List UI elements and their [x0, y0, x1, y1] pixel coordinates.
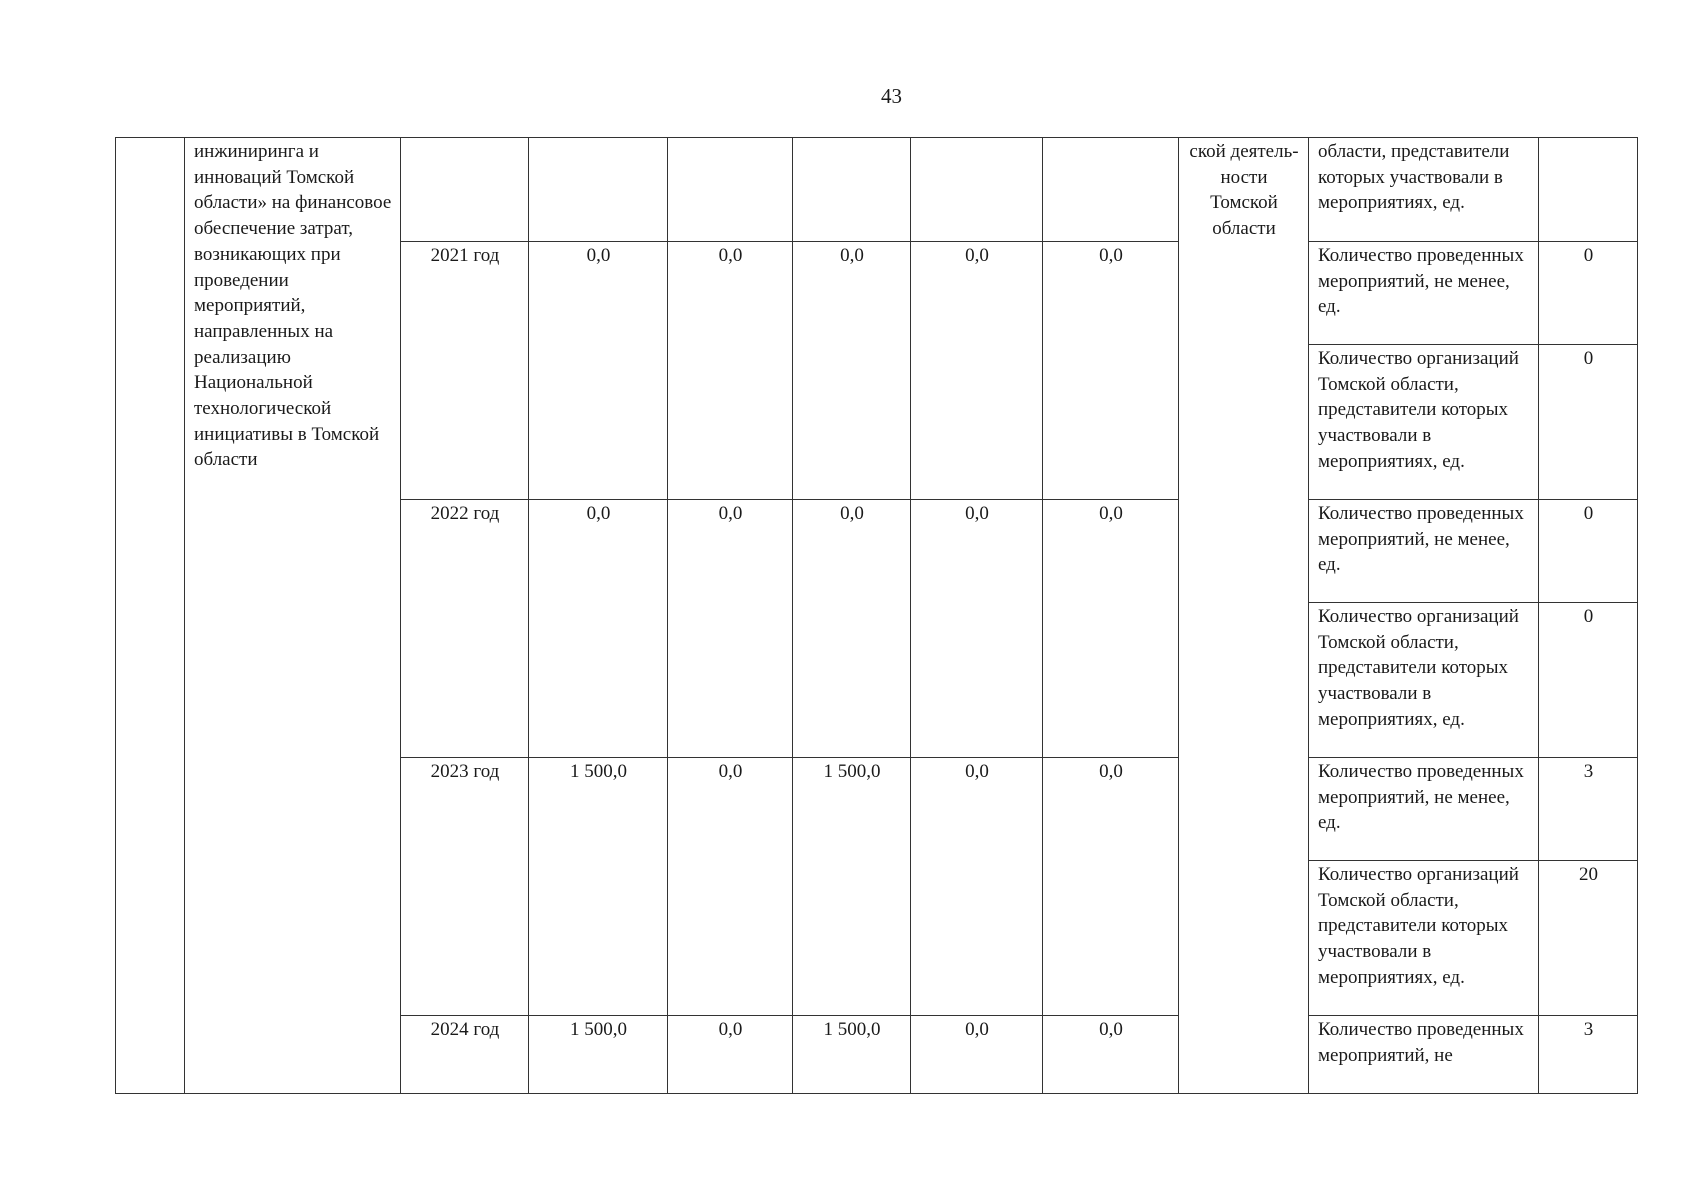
year-cell: 2024 год — [401, 1016, 529, 1094]
amount-cell: 0,0 — [1043, 1016, 1179, 1094]
amount-cell: 0,0 — [1043, 500, 1179, 758]
indicator-name-cell: Количество проведенных мероприятий, не менее, ед. — [1309, 500, 1539, 603]
amount-cell: 0,0 — [668, 242, 793, 500]
indicator-name-cell: Количество организаций Томской области, представители которых участвовали в мероприятиях, ед. — [1309, 345, 1539, 500]
page-number: 43 — [881, 84, 902, 108]
program-table — [115, 137, 1638, 1094]
year-cell: 2023 год — [401, 758, 529, 1016]
amount-cell: 0,0 — [911, 500, 1043, 758]
amount-cell: 0,0 — [1043, 758, 1179, 1016]
amount-cell: 0,0 — [911, 1016, 1043, 1094]
amount-cell: 1 500,0 — [793, 1016, 911, 1094]
indicator-name-cell: Количество организаций Томской области, представители которых участвовали в мероприятиях, ед. — [1309, 861, 1539, 1016]
table-row — [116, 138, 1638, 242]
year-cell: 2022 год — [401, 500, 529, 758]
indicator-value-cell: 0 — [1539, 603, 1638, 758]
activity-description-cell: инжиниринга и инноваций Томской области» на финансовое обеспечение затрат, возникающих при проведении мероприятий, направленных на реализацию Национальной технологической инициативы в Томской области — [185, 138, 401, 1094]
amount-cell: 0,0 — [793, 242, 911, 500]
indicator-name-cell: Количество проведенных мероприятий, не менее, ед. — [1309, 758, 1539, 861]
indicator-value-cell: 3 — [1539, 1016, 1638, 1094]
amount-cell: 0,0 — [529, 500, 668, 758]
amount-cell: 0,0 — [668, 1016, 793, 1094]
indicator-name-cell: Количество проведенных мероприятий, не менее, ед. — [1309, 242, 1539, 345]
amount-cell: 0,0 — [529, 242, 668, 500]
indicator-name-cell: Количество организаций Томской области, представители которых участвовали в мероприятиях, ед. — [1309, 603, 1539, 758]
amount-cell: 0,0 — [793, 500, 911, 758]
indicator-value-cell: 0 — [1539, 345, 1638, 500]
amount-cell: 1 500,0 — [793, 758, 911, 1016]
amount-cell: 1 500,0 — [529, 1016, 668, 1094]
indicator-value-cell: 3 — [1539, 758, 1638, 861]
amount-cell: 0,0 — [911, 758, 1043, 1016]
amount-cell: 0,0 — [1043, 242, 1179, 500]
amount-cell: 0,0 — [668, 500, 793, 758]
indicator-name-cell: Количество проведенных мероприятий, не — [1309, 1016, 1539, 1094]
indicator-value-cell: 0 — [1539, 242, 1638, 345]
indicator-name-cell: области, представители которых участвовали в мероприятиях, ед. — [1309, 138, 1539, 242]
amount-cell: 0,0 — [668, 758, 793, 1016]
amount-cell: 1 500,0 — [529, 758, 668, 1016]
indicator-value-cell — [1539, 138, 1638, 242]
row-number-cell — [116, 138, 185, 1094]
responsible-executor-cell: ской деятель-ности Томской области — [1179, 138, 1309, 1094]
indicator-value-cell: 20 — [1539, 861, 1638, 1016]
amount-cell: 0,0 — [911, 242, 1043, 500]
year-cell: 2021 год — [401, 242, 529, 500]
indicator-value-cell: 0 — [1539, 500, 1638, 603]
